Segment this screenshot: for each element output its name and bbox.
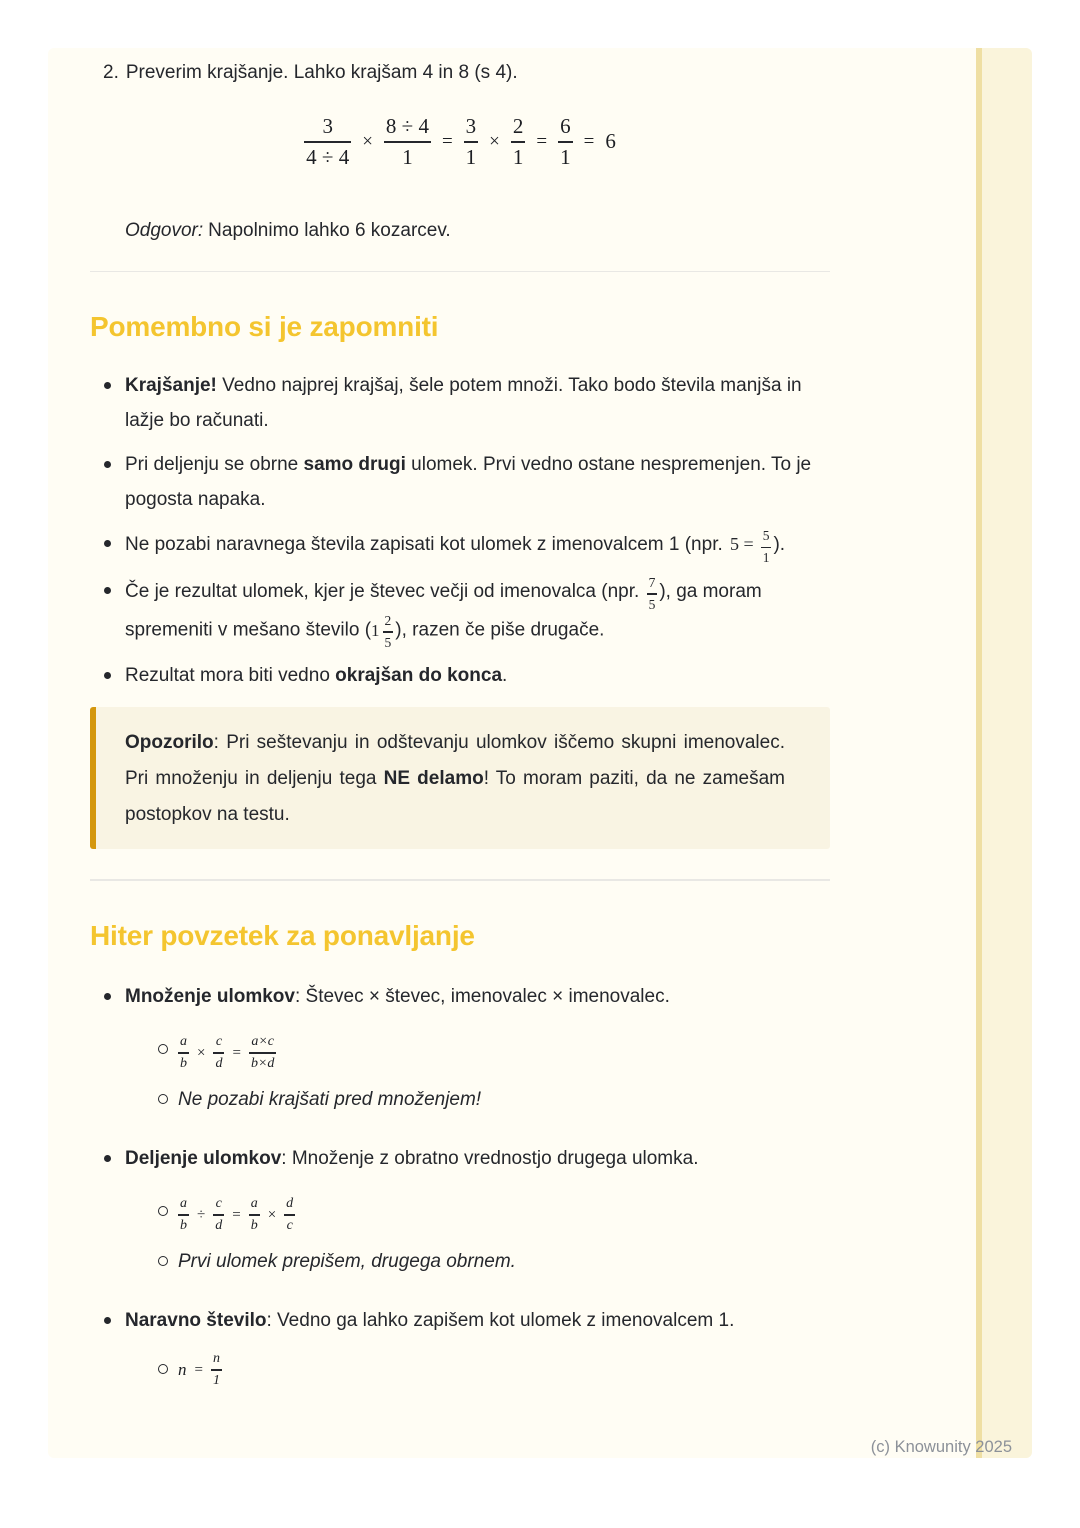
bold-text: Opozorilo bbox=[125, 732, 214, 753]
warning-text-part: : Pri seštevanju in odštevanju ulomkov iščemo skupni imenovalec. Pri množenju in deljenju tega bbox=[125, 732, 785, 789]
natural-number-formula bbox=[178, 1351, 222, 1390]
warning-text bbox=[125, 725, 785, 833]
list-item-text: ), razen če piše drugače. bbox=[395, 619, 605, 641]
copyright-footer: (c) Knowunity 2025 bbox=[870, 1438, 1012, 1456]
page-edge-stripe-line bbox=[976, 48, 982, 1458]
bold-text: NE delamo bbox=[383, 768, 484, 789]
sub-list bbox=[125, 1189, 830, 1275]
multiply-operator: × bbox=[489, 130, 500, 152]
section-divider bbox=[90, 879, 830, 881]
fraction: $\frac{3}{1}$ bbox=[465, 114, 477, 169]
bold-text: Deljenje ulomkov bbox=[125, 1147, 282, 1169]
list-item-text: ulomek. Prvi vedno ostane nespremenjen. To je pogosta napaka. bbox=[125, 454, 812, 511]
sub-list-item-formula bbox=[125, 1027, 830, 1073]
equals-operator: = bbox=[536, 130, 548, 152]
equals-operator: = bbox=[232, 1207, 241, 1224]
inline-math: 5 = bbox=[730, 534, 754, 555]
list-item bbox=[90, 979, 830, 1113]
section-heading-important: Pomembno si je zapomniti bbox=[90, 311, 439, 343]
list-item-text: Ne pozabi naravnega števila zapisati kot ulomek z imenovalcem 1 (npr. bbox=[125, 534, 729, 556]
fraction: $\frac{c}{d}$ bbox=[215, 1033, 223, 1071]
list-item-text: . bbox=[502, 665, 508, 686]
note-text: Ne pozabi krajšati pred množenjem! bbox=[178, 1088, 482, 1110]
list-item-text: Če je rezultat ulomek, kjer je števec večji od imenovalca (npr. bbox=[125, 581, 645, 603]
important-list bbox=[90, 368, 830, 693]
fraction: $\frac{5}{1}$ bbox=[762, 528, 770, 566]
fraction: $\frac{c}{d}$ bbox=[215, 1195, 223, 1233]
division-rule-formula bbox=[178, 1196, 295, 1235]
divide-operator: ÷ bbox=[197, 1207, 206, 1224]
list-item-text: Rezultat mora biti vedno bbox=[125, 665, 336, 686]
fraction: $\frac{8 \div 4}{1}$ bbox=[385, 114, 429, 169]
fraction: $\frac{6}{1}$ bbox=[560, 114, 571, 169]
fraction: $\frac{7}{5}$ bbox=[648, 575, 656, 612]
fraction: $\frac{a}{b}$ bbox=[180, 1033, 187, 1071]
equals-operator: = bbox=[232, 1045, 241, 1062]
list-item bbox=[90, 447, 830, 517]
fraction: $\frac{a}{b}$ bbox=[250, 1195, 258, 1233]
math-variable: n bbox=[178, 1360, 187, 1380]
fraction: $\frac{a}{b}$ bbox=[180, 1195, 187, 1233]
page-edge-stripe bbox=[976, 48, 1032, 1458]
bold-text: okrajšan do konca bbox=[335, 665, 503, 686]
multiply-operator: × bbox=[362, 130, 373, 152]
summary-list bbox=[90, 979, 830, 1390]
bold-text: Množenje ulomkov bbox=[125, 985, 295, 1007]
bold-text: Krajšanje! bbox=[125, 375, 217, 397]
page-content bbox=[90, 48, 830, 1418]
list-item-text: Vedno najprej krajšaj, šele potem množi. Tako bodo števila manjša in lažje bo računati. bbox=[125, 375, 802, 432]
mixed-number: 1 $\frac{2}{5}$ bbox=[371, 613, 392, 650]
list-item-text: : Števec × števec, imenovalec × imenovalec. bbox=[294, 985, 670, 1007]
multiply-operator: × bbox=[267, 1207, 277, 1224]
fraction: $\frac{a\times c}{b\times d}$ bbox=[250, 1033, 275, 1071]
equals-operator: = bbox=[441, 130, 453, 152]
sub-list-item-formula bbox=[125, 1351, 830, 1390]
list-item-text: ). bbox=[773, 534, 786, 556]
sub-list-item-note bbox=[125, 1087, 830, 1113]
fraction: $\frac{n}{1}$ bbox=[212, 1350, 220, 1388]
list-item bbox=[90, 573, 830, 649]
fraction: $\frac{d}{c}$ bbox=[286, 1195, 294, 1233]
list-item bbox=[90, 1141, 830, 1275]
sub-list-item-formula bbox=[125, 1189, 830, 1235]
sub-list-item-note bbox=[125, 1249, 830, 1275]
multiplication-rule-formula bbox=[178, 1034, 276, 1073]
answer-label: Odgovor: bbox=[125, 219, 204, 241]
multiply-operator: × bbox=[197, 1045, 206, 1062]
warning-callout bbox=[90, 707, 830, 849]
step-number: 2. bbox=[103, 62, 119, 83]
list-item-text: : Vedno ga lahko zapišem kot ulomek z imenovalcem 1. bbox=[266, 1309, 735, 1331]
section-heading-summary: Hiter povzetek za ponavljanje bbox=[90, 919, 475, 951]
answer-line bbox=[125, 216, 830, 246]
note-text: Prvi ulomek prepišem, drugega obrnem. bbox=[178, 1250, 516, 1272]
fraction: $\frac{2}{5}$ bbox=[384, 613, 392, 650]
list-item-text: ), ga moram spremeniti v mešano število ( bbox=[125, 581, 762, 641]
fraction: $\frac{3}{4 \div 4}$ bbox=[306, 114, 350, 169]
list-item bbox=[90, 526, 830, 564]
list-item bbox=[90, 368, 830, 438]
sub-list bbox=[125, 1027, 830, 1113]
list-item bbox=[90, 1303, 830, 1390]
list-item bbox=[90, 658, 830, 693]
bold-text: samo drugi bbox=[303, 454, 406, 476]
section-divider bbox=[90, 271, 830, 273]
sub-list bbox=[125, 1351, 830, 1390]
list-item-text: Pri deljenju se obrne bbox=[125, 454, 304, 476]
equals-operator: = bbox=[194, 1362, 203, 1379]
bold-text: Naravno število bbox=[125, 1309, 267, 1331]
equals-operator: = bbox=[583, 130, 595, 152]
formula-result: 6 bbox=[605, 129, 616, 154]
fraction: $\frac{2}{1}$ bbox=[512, 114, 524, 169]
answer-text: Napolnimo lahko 6 kozarcev. bbox=[208, 219, 451, 241]
list-item-text: : Množenje z obratno vrednostjo drugega ulomka. bbox=[281, 1147, 699, 1169]
step-text: Preverim krajšanje. Lahko krajšam 4 in 8 (s 4). bbox=[125, 62, 518, 83]
worked-formula bbox=[90, 114, 830, 170]
warning-text-part: ! To moram paziti, da ne zamešam postopkov na testu. bbox=[125, 768, 786, 825]
solution-step bbox=[103, 58, 830, 88]
